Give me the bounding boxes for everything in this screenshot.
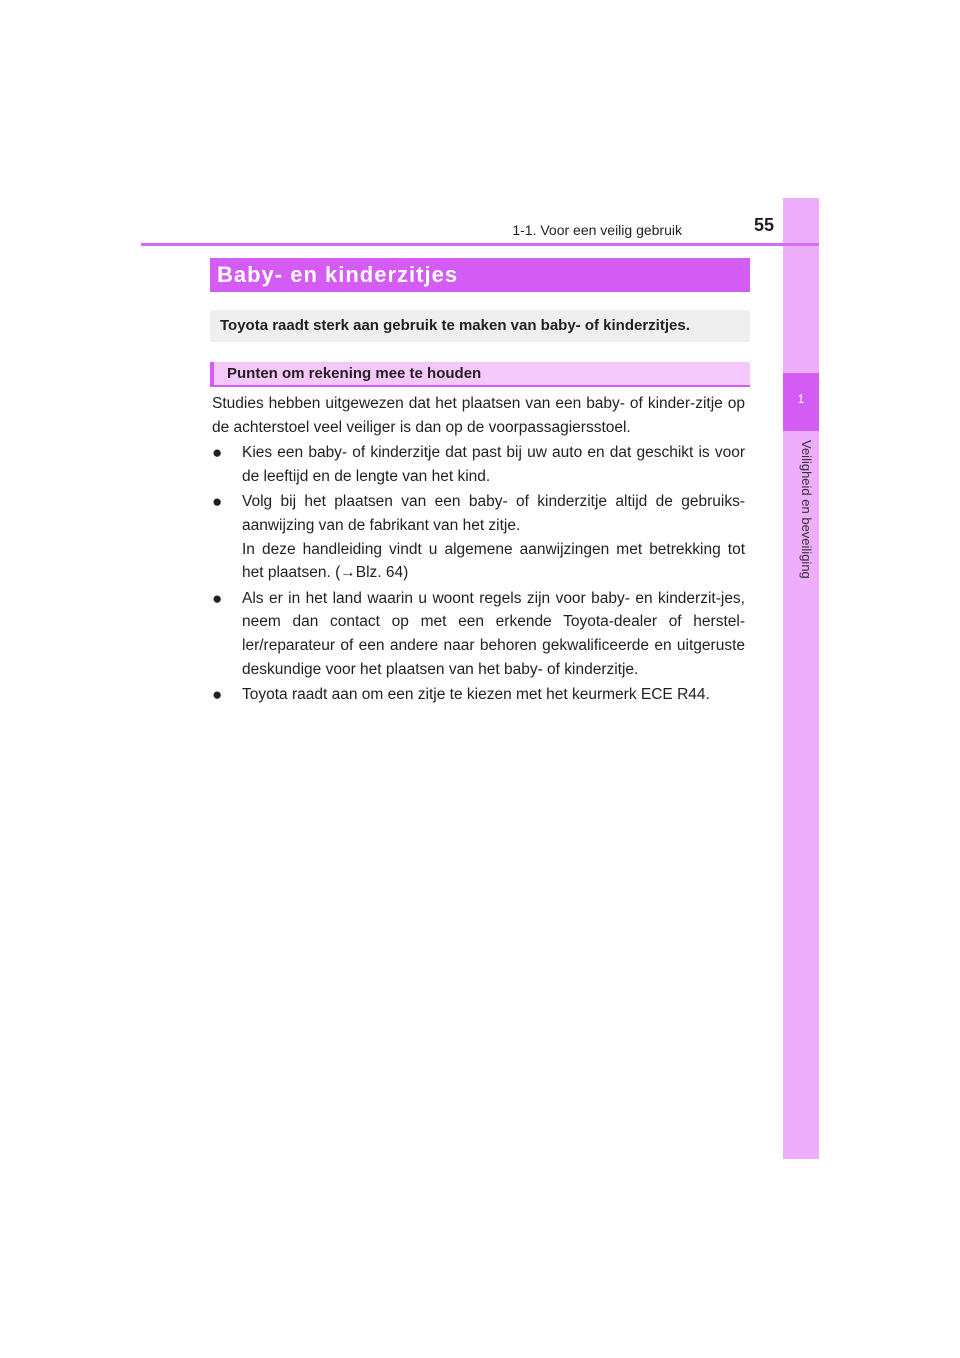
bullet-reference[interactable]: In deze handleiding vindt u algemene aanwijzingen met betrekking tot het plaatsen. (→Blz. 64) (242, 540, 745, 582)
intro-box: Toyota raadt sterk aan gebruik te maken van baby- of kinderzitjes. (210, 310, 750, 342)
running-header: 1-1. Voor een veilig gebruik (512, 222, 682, 238)
chapter-sidetab (783, 198, 819, 1159)
bullet-icon: ● (212, 588, 223, 608)
bullet-text: Als er in het land waarin u woont regels zijn voor baby- en kinderzit-jes, neem dan contact op met een erkende Toyota-dealer of herstel-ler/reparateur of een andere naar behoren gekwalificeerde en uitgeruste deskundige voor het plaatsen van het baby- of kinderzitje. (242, 589, 745, 678)
section-title: Baby- en kinderzitjes (210, 258, 750, 292)
bullet-text: Volg bij het plaatsen van een baby- of kinderzitje altijd de gebruiks-aanwijzing van de fabrikant van het zitje. (242, 493, 745, 534)
list-item (212, 490, 745, 584)
list-item (212, 683, 745, 707)
bullet-icon: ● (212, 443, 223, 463)
bullet-text: Kies een baby- of kinderzitje dat past bij uw auto en dat geschikt is voor de leeftijd en de lengte van het kind. (242, 444, 745, 485)
page-number: 55 (753, 215, 774, 235)
subheading: Punten om rekening mee te houden (210, 362, 750, 387)
body-text (212, 392, 745, 709)
bullet-text: Toyota raadt aan om een zitje te kiezen met het keurmerk ECE R44. (242, 686, 710, 704)
bullet-icon: ● (212, 492, 223, 512)
bullet-icon: ● (212, 685, 223, 705)
chapter-label: Veiligheid en beveiliging (799, 440, 814, 579)
intro-paragraph: Studies hebben uitgewezen dat het plaatsen van een baby- of kinder-zitje op de achterstoel veel veiliger is dan op de voorpassagiersstoel. (212, 395, 745, 436)
list-item (212, 441, 745, 488)
header-rule (141, 243, 819, 246)
list-item (212, 587, 745, 681)
chapter-number: 1 (797, 392, 805, 406)
